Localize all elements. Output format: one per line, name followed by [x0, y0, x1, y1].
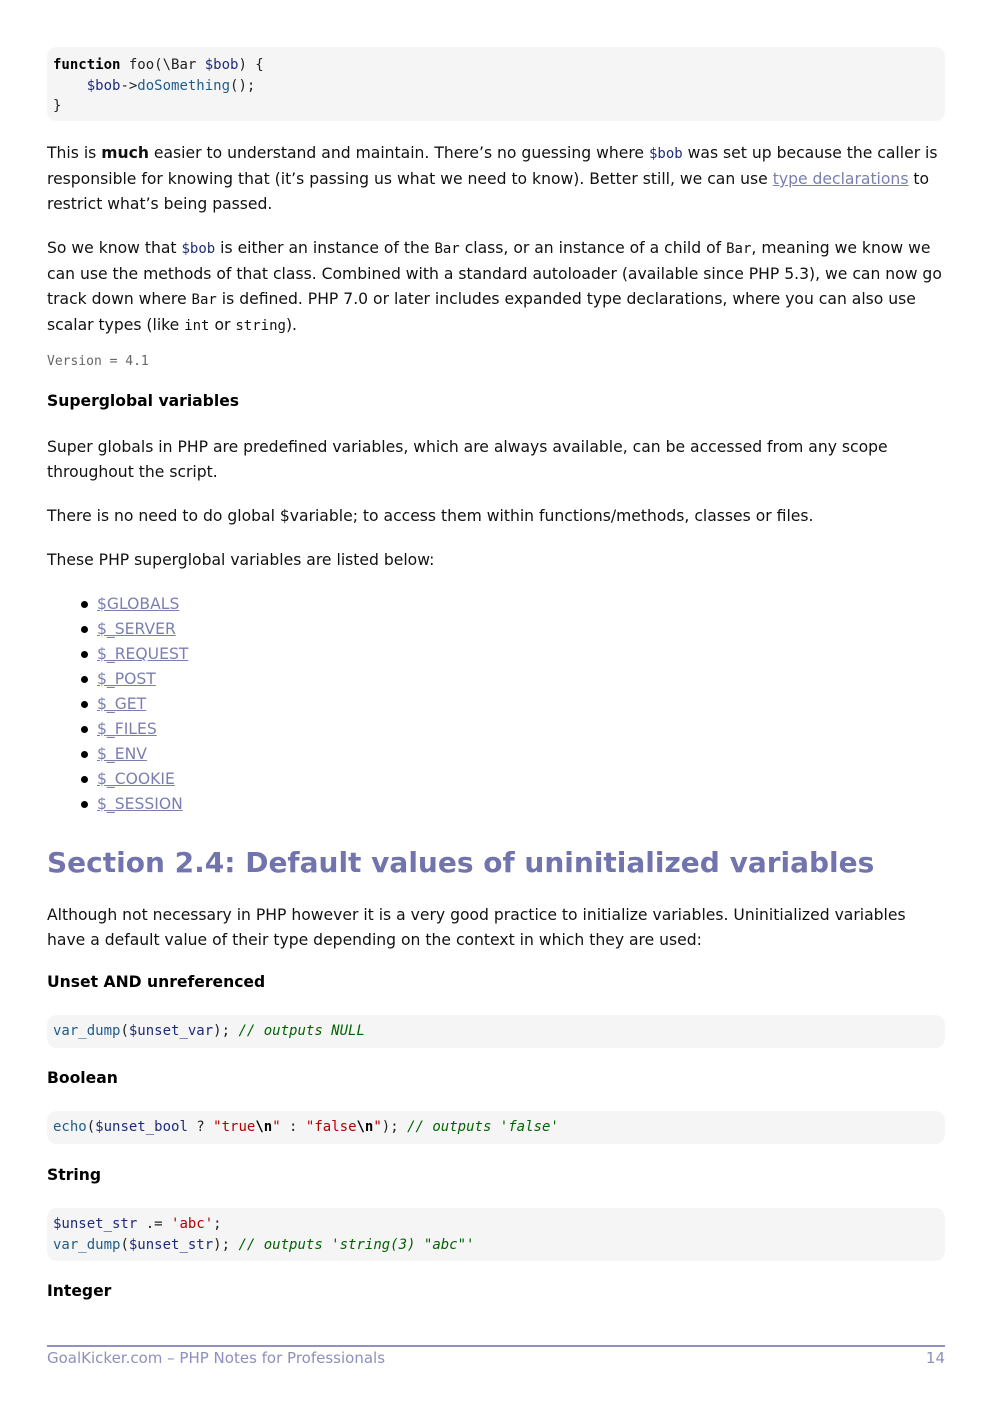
- code-variable: $unset_str: [53, 1216, 138, 1232]
- code-text: );: [213, 1236, 231, 1253]
- superglobal-link[interactable]: $_COOKIE: [97, 770, 175, 788]
- code-text: ->: [120, 77, 138, 94]
- code-variable: $bob: [86, 77, 121, 94]
- superglobal-link[interactable]: $_SERVER: [97, 620, 176, 638]
- text: or: [209, 316, 236, 334]
- code-text: }: [53, 98, 62, 114]
- code-variable: $unset_bool: [95, 1119, 188, 1135]
- code-escape: \n: [255, 1119, 273, 1135]
- inline-code: string: [235, 318, 286, 334]
- version-label: Version = 4.1: [47, 354, 149, 369]
- section-title: Section 2.4: Default values of uninitialized variables: [47, 846, 875, 879]
- section-intro: Although not necessary in PHP however it is a very good practice to initialize variables. Uninitialized variables have a default value of their type depending on the context in which they are used:: [47, 906, 906, 949]
- superglobal-link[interactable]: $GLOBALS: [97, 595, 180, 613]
- code-function: var_dump: [53, 1236, 121, 1253]
- boolean-heading: Boolean: [47, 1069, 118, 1087]
- code-function: doSomething: [137, 77, 231, 94]
- text: is defined. PHP 7.0 or later includes expanded type declarations, where you can also use scalar types (like: [47, 290, 916, 334]
- superglobal-link[interactable]: $_POST: [97, 670, 156, 688]
- inline-code: Bar: [191, 292, 217, 308]
- code-text: .=: [137, 1216, 172, 1232]
- code-text: ();: [230, 77, 256, 94]
- inline-code: Bar: [726, 241, 752, 257]
- code-comment: // outputs 'string(3) "abc"': [230, 1236, 475, 1253]
- type-declarations-link[interactable]: type declarations: [772, 170, 909, 188]
- superglobal-link[interactable]: $_ENV: [97, 745, 147, 763]
- inline-code: $bob: [181, 241, 216, 257]
- inline-code: Bar: [434, 241, 460, 257]
- code-string: "false: [305, 1119, 357, 1135]
- code-text: ;: [213, 1216, 222, 1232]
- list-item: [47, 717, 188, 742]
- code-block-boolean: [47, 1111, 945, 1144]
- integer-heading: Integer: [47, 1282, 112, 1300]
- code-variable: $unset_var: [128, 1023, 214, 1039]
- code-variable: $unset_str: [128, 1236, 214, 1253]
- text: So we know that: [47, 239, 182, 257]
- text: ).: [285, 316, 297, 334]
- list-item: [47, 617, 188, 642]
- string-heading: String: [47, 1166, 101, 1184]
- code-indent: [53, 78, 87, 94]
- code-text: );: [381, 1119, 399, 1135]
- footer-source: GoalKicker.com – PHP Notes for Professionals: [47, 1349, 386, 1367]
- text: , meaning we know we can use the methods of that class. Combined with a standard autoloader (available since PHP 5.3), we can now go track down where: [47, 239, 942, 308]
- code-block-unset: [47, 1015, 945, 1048]
- list-item: [47, 592, 188, 617]
- code-string: ": [272, 1119, 281, 1135]
- emphasis-text: much: [101, 144, 149, 162]
- code-text: foo(\Bar: [120, 57, 205, 73]
- code-text: (: [86, 1119, 96, 1135]
- superglobal-heading: Superglobal variables: [47, 392, 240, 410]
- code-variable: $bob: [204, 57, 239, 73]
- code-text: (: [120, 1236, 129, 1253]
- code-string: "true: [213, 1119, 256, 1135]
- text: This is: [47, 144, 102, 162]
- text: was set up because the caller is responsible for knowing that (it’s passing us what we need to know). Better still, we can use: [47, 144, 938, 188]
- code-function: var_dump: [53, 1023, 121, 1039]
- code-escape: \n: [356, 1119, 374, 1135]
- text: easier to understand and maintain. There’s no guessing where: [148, 144, 649, 162]
- inline-code: int: [184, 318, 210, 334]
- list-item: [47, 642, 188, 667]
- superglobal-paragraph-3: These PHP superglobal variables are listed below:: [47, 551, 435, 569]
- code-text: ?: [187, 1119, 214, 1135]
- paragraph-type-declarations: [47, 141, 945, 217]
- superglobal-link[interactable]: $_GET: [97, 695, 147, 713]
- superglobal-link[interactable]: $_FILES: [97, 720, 157, 738]
- text: class, or an instance of a child of: [459, 239, 727, 257]
- superglobal-list: [47, 592, 188, 817]
- inline-code: $bob: [648, 146, 683, 162]
- code-text: );: [213, 1023, 231, 1039]
- unset-heading: Unset AND unreferenced: [47, 973, 266, 991]
- code-function: echo: [53, 1119, 87, 1135]
- code-keyword: function: [53, 57, 121, 73]
- code-text: :: [280, 1119, 306, 1135]
- code-text: (: [120, 1023, 129, 1039]
- code-string: ": [373, 1119, 382, 1135]
- list-item: [47, 767, 188, 792]
- superglobal-paragraph-2: There is no need to do global $variable; to access them within functions/methods, classes or files.: [47, 507, 814, 525]
- code-block-foo: [47, 47, 945, 121]
- list-item: [47, 742, 188, 767]
- superglobal-link[interactable]: $_SESSION: [97, 795, 183, 813]
- code-block-string: [47, 1208, 945, 1261]
- code-comment: // outputs NULL: [230, 1023, 365, 1039]
- code-comment: // outputs 'false': [398, 1119, 559, 1135]
- code-text: ) {: [238, 57, 264, 73]
- text: to restrict what’s being passed.: [47, 170, 930, 213]
- superglobal-paragraph-1: Super globals in PHP are predefined variables, which are always available, can be accessed from any scope throughout the script.: [47, 438, 888, 481]
- code-string: 'abc': [171, 1216, 214, 1232]
- paragraph-bar-class: [47, 236, 945, 339]
- footer-divider: [47, 1345, 945, 1347]
- page-number: 14: [925, 1349, 945, 1367]
- list-item: [47, 792, 188, 817]
- text: is either an instance of the: [215, 239, 435, 257]
- list-item: [47, 692, 188, 717]
- superglobal-link[interactable]: $_REQUEST: [97, 645, 189, 663]
- list-item: [47, 667, 188, 692]
